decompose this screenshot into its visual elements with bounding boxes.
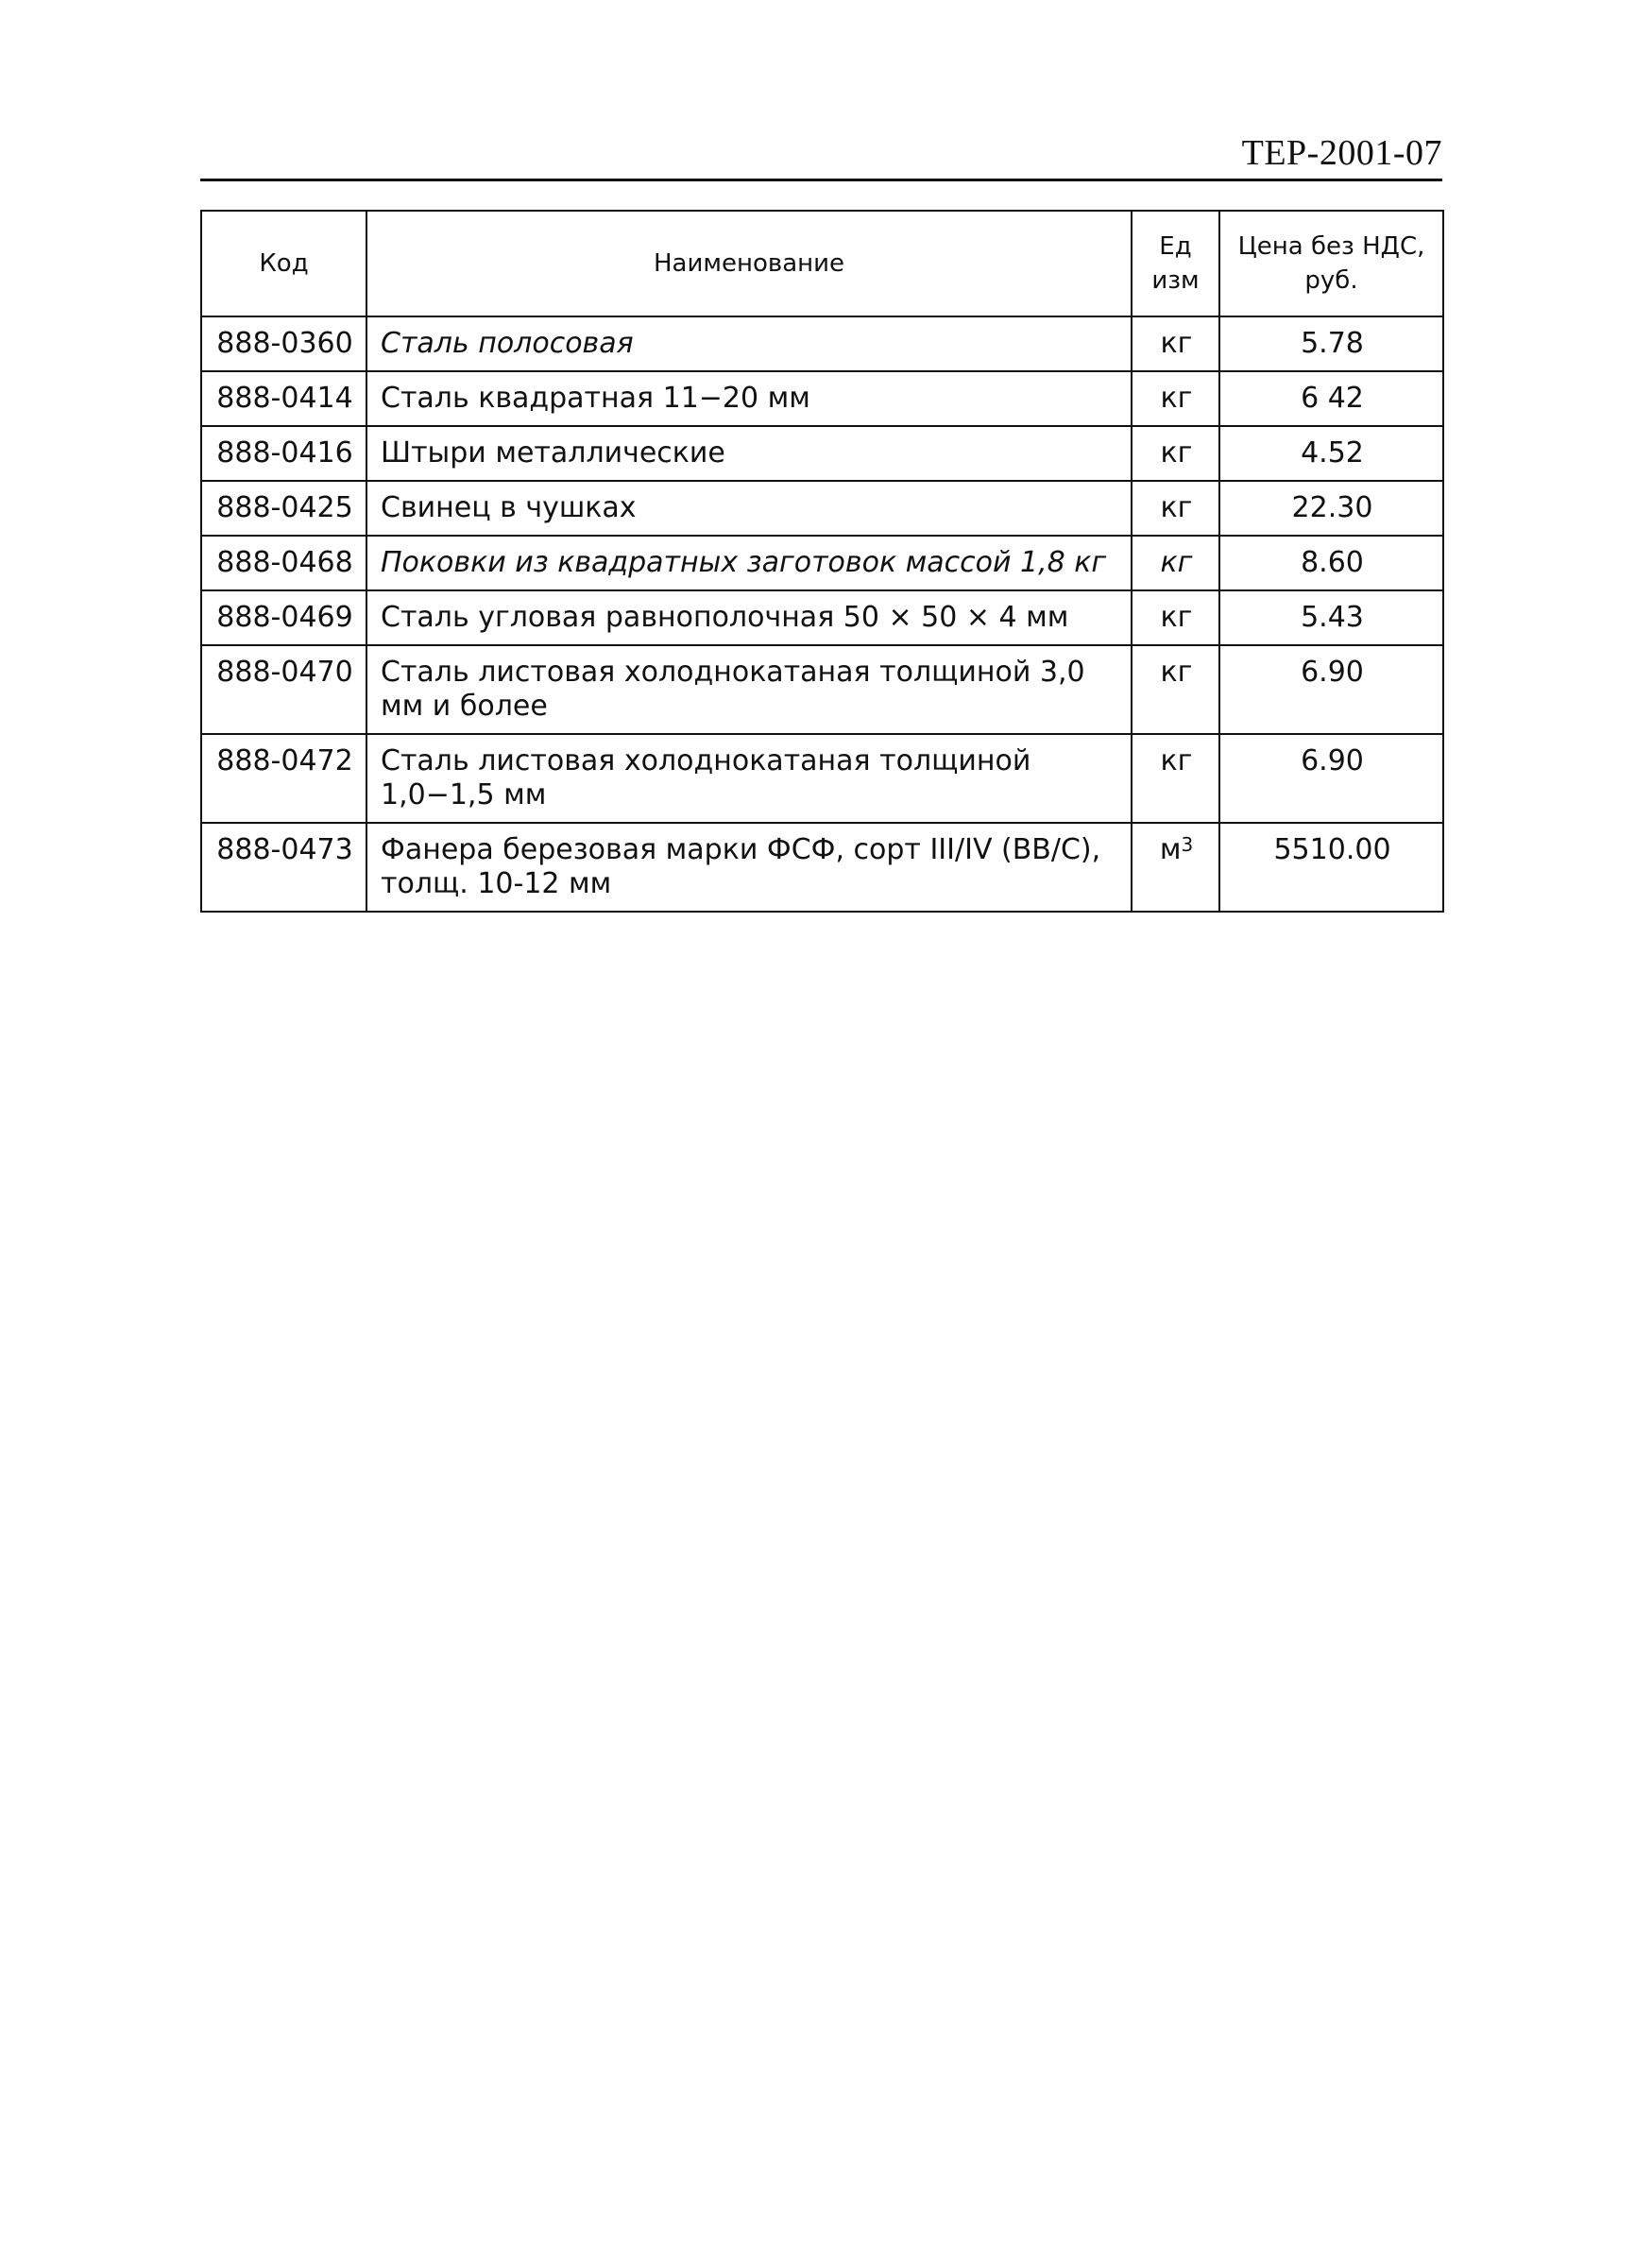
row-code: 888-0425 (201, 481, 366, 536)
table-row (201, 734, 1443, 823)
row-code: 888-0470 (201, 645, 366, 734)
row-code: 888-0414 (201, 371, 366, 426)
row-name: Фанера березовая марки ФСФ, сорт III/IV (ВВ/С), толщ. 10-12 мм (366, 823, 1132, 912)
table-row (201, 590, 1443, 645)
row-name: Сталь квадратная 11−20 мм (366, 371, 1132, 426)
row-price: 4.52 (1219, 426, 1443, 481)
table-row (201, 823, 1443, 912)
row-unit: кг (1132, 536, 1219, 590)
row-name: Сталь листовая холоднокатаная толщиной 1,0−1,5 мм (366, 734, 1132, 823)
row-price: 5.43 (1219, 590, 1443, 645)
row-code: 888-0472 (201, 734, 366, 823)
row-price: 5.78 (1219, 316, 1443, 371)
row-name: Сталь листовая холоднокатаная толщиной 3,0 мм и более (366, 645, 1132, 734)
table-row (201, 371, 1443, 426)
row-price: 22.30 (1219, 481, 1443, 536)
header-code: Код (201, 211, 366, 316)
header-name: Наименование (366, 211, 1132, 316)
row-price: 6 42 (1219, 371, 1443, 426)
row-price: 6.90 (1219, 645, 1443, 734)
row-unit-superscript: 3 (1181, 833, 1194, 856)
row-name: Поковки из квадратных заготовок массой 1,8 кг (366, 536, 1132, 590)
row-unit: кг (1132, 481, 1219, 536)
row-name: Свинец в чушках (366, 481, 1132, 536)
table-row (201, 645, 1443, 734)
table-row (201, 316, 1443, 371)
row-unit: кг (1132, 316, 1219, 371)
row-code: 888-0468 (201, 536, 366, 590)
row-unit (1132, 823, 1219, 912)
row-name: Сталь полосовая (366, 316, 1132, 371)
header-unit-line2: изм (1151, 266, 1200, 295)
header-unit-line1: Ед (1159, 232, 1192, 261)
header-price-line2: руб. (1304, 266, 1358, 295)
row-code: 888-0469 (201, 590, 366, 645)
header-price-line1: Цена без НДС, (1237, 232, 1425, 261)
row-unit: кг (1132, 426, 1219, 481)
row-code: 888-0473 (201, 823, 366, 912)
row-unit-base: м (1159, 833, 1182, 866)
row-code: 888-0416 (201, 426, 366, 481)
table-row (201, 426, 1443, 481)
row-price: 8.60 (1219, 536, 1443, 590)
price-table (200, 210, 1444, 913)
row-price: 6.90 (1219, 734, 1443, 823)
row-unit: кг (1132, 371, 1219, 426)
table-row (201, 536, 1443, 590)
row-unit: кг (1132, 645, 1219, 734)
header-rule (200, 179, 1442, 181)
table-row (201, 481, 1443, 536)
document-code: ТЕР-2001-07 (1241, 133, 1442, 173)
table-header-row (201, 211, 1443, 316)
row-price: 5510.00 (1219, 823, 1443, 912)
row-unit: кг (1132, 734, 1219, 823)
row-unit: кг (1132, 590, 1219, 645)
row-code: 888-0360 (201, 316, 366, 371)
header-unit (1132, 211, 1219, 316)
header-price (1219, 211, 1443, 316)
row-name: Штыри металлические (366, 426, 1132, 481)
row-name: Сталь угловая равнополочная 50 × 50 × 4 мм (366, 590, 1132, 645)
